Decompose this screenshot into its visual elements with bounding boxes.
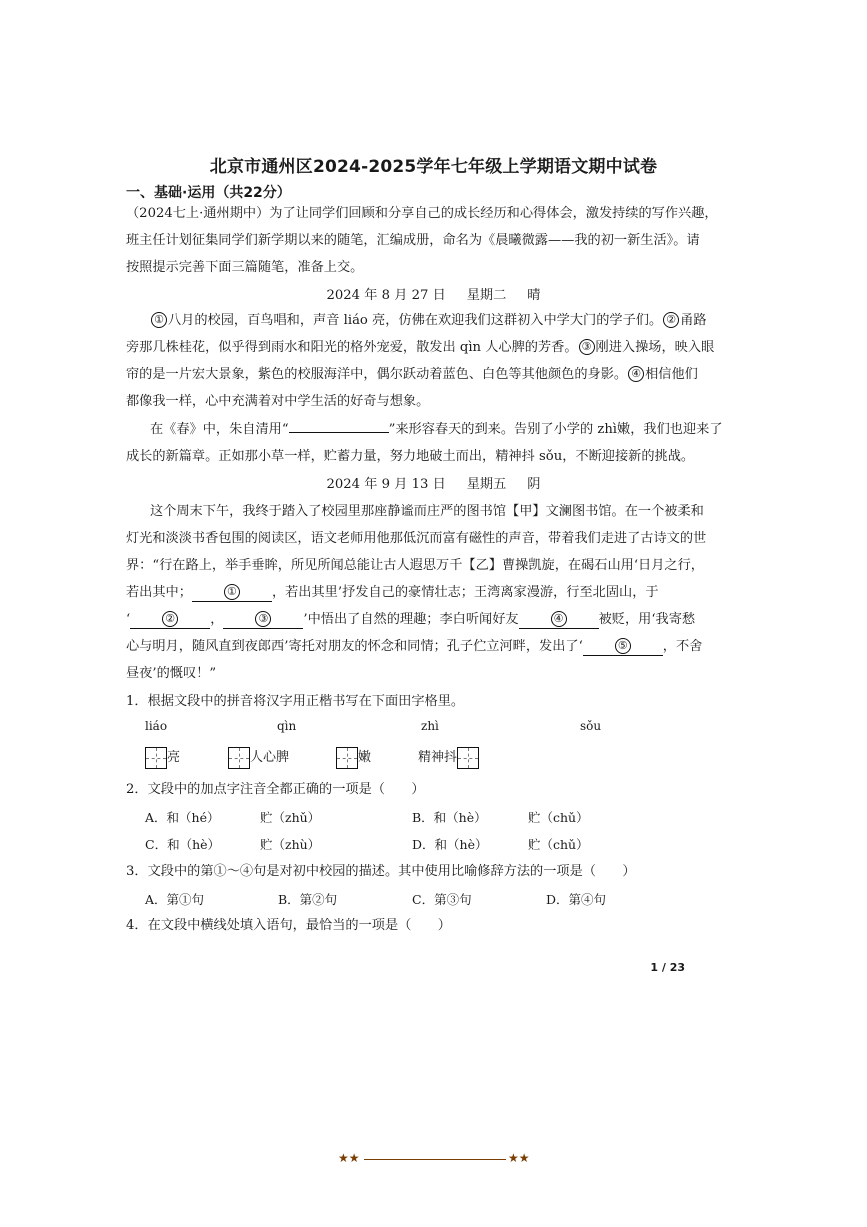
- q2-option-b-b: 贮（chǔ）: [528, 810, 589, 825]
- writing-grid-2[interactable]: [228, 747, 250, 769]
- tian-group-2: [228, 746, 289, 769]
- q2-option-c-b: 贮（zhù）: [260, 837, 321, 852]
- entry1-weather: 晴: [527, 288, 541, 303]
- q2-option-a[interactable]: A．和（hé）: [145, 810, 220, 825]
- q2-option-d-b: 贮（chǔ）: [528, 837, 589, 852]
- tian-group-3: [336, 746, 371, 769]
- para2-text-a: 在《春》中，朱自清用“: [150, 422, 289, 437]
- section-heading: 一、基础·运用（共22分）: [126, 185, 291, 201]
- footer-ornament: [338, 1150, 532, 1170]
- entry2-header: [0, 471, 867, 498]
- tian-group-1: [145, 746, 180, 769]
- entry2-line7: 昼夜’的慨叹！”: [126, 666, 217, 681]
- line5-a: ‘: [126, 612, 131, 627]
- footer-stars-left: ★★: [338, 1151, 360, 1165]
- line6-a: 心与明月，随风直到夜郎西’寄托对朋友的怀念和同情；孔子伫立河畔，发出了‘: [126, 639, 583, 654]
- word-2: 人心脾: [250, 750, 290, 765]
- entry1-date: 2024 年 8 月 27 日: [326, 288, 446, 303]
- intro-line-2: 班主任计划征集同学们新学期以来的随笔，汇编成册，命名为《晨曦微露——我的初一新生活》。请: [126, 233, 700, 248]
- entry2-date: 2024 年 9 月 13 日: [326, 477, 446, 492]
- sentence-1: 八月的校园，百鸟唱和，声音 liáo 亮，仿佛在欢迎我们这群初入中学大门的学子们。: [168, 313, 663, 328]
- entry1-para1-line2: [126, 334, 714, 361]
- line5-c: ’中悟出了自然的理趣；李白听闻好友: [303, 612, 519, 627]
- footer-stars-right: ★★: [508, 1151, 530, 1165]
- entry1-para1-line3: [126, 361, 698, 388]
- q3-option-a[interactable]: A．第①句: [145, 892, 205, 907]
- blank-2[interactable]: [130, 611, 210, 629]
- circle-2: ②: [663, 312, 679, 328]
- line6-b: ，不舍: [662, 639, 703, 654]
- writing-grid-4[interactable]: [457, 747, 479, 769]
- word-1: 亮: [167, 750, 181, 765]
- entry1-para2-line2: 成长的新篇章。正如那小草一样，贮蓄力量，努力地破土而出，精神抖 sǒu，不断迎接新的挑战。: [126, 449, 695, 464]
- pinyin-2: qìn: [277, 719, 297, 733]
- q2-option-c[interactable]: C．和（hè）: [145, 837, 221, 852]
- q3-option-c[interactable]: C．第③句: [412, 892, 472, 907]
- blank-1[interactable]: [192, 584, 272, 602]
- sentence-2-end: 旁那几株桂花，似乎得到雨水和阳光的格外宠爱，散发出 qìn 人心脾的芳香。: [126, 340, 578, 355]
- circle-4: ④: [628, 366, 644, 382]
- q3-option-b[interactable]: B．第②句: [278, 892, 338, 907]
- word-4: 精神抖: [418, 750, 458, 765]
- entry1-weekday: 星期二: [466, 288, 507, 303]
- question-1: 1．根据文段中的拼音将汉字用正楷书写在下面田字格里。: [126, 694, 465, 709]
- line5-b: ，: [210, 612, 224, 627]
- entry2-weather: 阴: [527, 477, 541, 492]
- entry2-line4: [126, 579, 659, 606]
- question-4: 4．在文段中横线处填入语句，最恰当的一项是（ ）: [126, 918, 451, 933]
- pinyin-3: zhì: [421, 719, 439, 733]
- blank-2-circle: ②: [162, 611, 178, 627]
- entry2-line6: [126, 633, 702, 660]
- sentence-4-start: 相信他们: [645, 367, 698, 382]
- entry1-para2-line1: [150, 416, 723, 443]
- blank-3[interactable]: [223, 611, 303, 629]
- footer-divider: [364, 1159, 506, 1160]
- q2-option-a-b: 贮（zhǔ）: [260, 810, 321, 825]
- sentence-2-start: 甬路: [680, 313, 707, 328]
- intro-line-1: （2024七上·通州期中）为了让同学们回顾和分享自己的成长经历和心得体会，激发持续的写作兴趣，: [126, 206, 718, 221]
- entry2-line5: [126, 606, 695, 633]
- tian-group-4: [418, 746, 479, 769]
- line5-d: 被贬，用‘我寄愁: [598, 612, 696, 627]
- pinyin-4: sǒu: [580, 719, 602, 733]
- blank-5[interactable]: [583, 638, 663, 656]
- circle-1: ①: [151, 312, 167, 328]
- page-number: 1 / 23: [650, 961, 685, 974]
- entry2-weekday: 星期五: [466, 477, 507, 492]
- line4-b: ，若出其里’抒发自己的豪情壮志；王湾离家漫游，行至北固山，于: [271, 585, 659, 600]
- blank-4[interactable]: [519, 611, 599, 629]
- pinyin-1: liáo: [145, 719, 168, 733]
- question-2: 2．文段中的加点字注音全都正确的一项是（ ）: [126, 782, 425, 797]
- writing-grid-1[interactable]: [145, 747, 167, 769]
- entry1-para1-line1: [150, 307, 707, 334]
- entry2-line1: 这个周末下午，我终于踏入了校园里那座静谧而庄严的图书馆【甲】文澜图书馆。在一个被柔和: [150, 504, 704, 519]
- writing-grid-3[interactable]: [336, 747, 358, 769]
- entry1-header: [0, 282, 867, 309]
- q2-option-d[interactable]: D．和（hè）: [412, 837, 488, 852]
- blank-4-circle: ④: [551, 611, 567, 627]
- intro-line-3: 按照提示完善下面三篇随笔，准备上交。: [126, 260, 364, 275]
- question-3: 3．文段中的第①～④句是对初中校园的描述。其中使用比喻修辞方法的一项是（ ）: [126, 864, 636, 879]
- sentence-3-end: 帘的是一片宏大景象，紫色的校服海洋中，偶尔跃动着蓝色、白色等其他颜色的身影。: [126, 367, 628, 382]
- blank-spring[interactable]: [289, 432, 389, 433]
- blank-3-circle: ③: [255, 611, 271, 627]
- q3-option-d[interactable]: D．第④句: [546, 892, 607, 907]
- entry1-para1-line4: 都像我一样，心中充满着对中学生活的好奇与想象。: [126, 394, 430, 409]
- word-3: 嫩: [358, 750, 372, 765]
- para2-text-b: ”来形容春天的到来。告别了小学的 zhì嫩，我们也迎来了: [388, 422, 723, 437]
- entry2-line3: 界：“行在路上，举手垂眸，所见所闻总能让古人遐思万千【乙】曹操凯旋，在碣石山用‘日月之行，: [126, 558, 704, 573]
- sentence-3-start: 刚进入操场，映入眼: [595, 340, 715, 355]
- entry2-line2: 灯光和淡淡书香包围的阅读区，语文老师用他那低沉而富有磁性的声音，带着我们走进了古诗文的世: [126, 531, 707, 546]
- line4-a: 若出其中；: [126, 585, 192, 600]
- q2-option-b[interactable]: B．和（hè）: [412, 810, 487, 825]
- blank-1-circle: ①: [224, 584, 240, 600]
- page-title: 北京市通州区2024-2025学年七年级上学期语文期中试卷: [209, 157, 658, 177]
- circle-3: ③: [579, 339, 595, 355]
- blank-5-circle: ⑤: [615, 638, 631, 654]
